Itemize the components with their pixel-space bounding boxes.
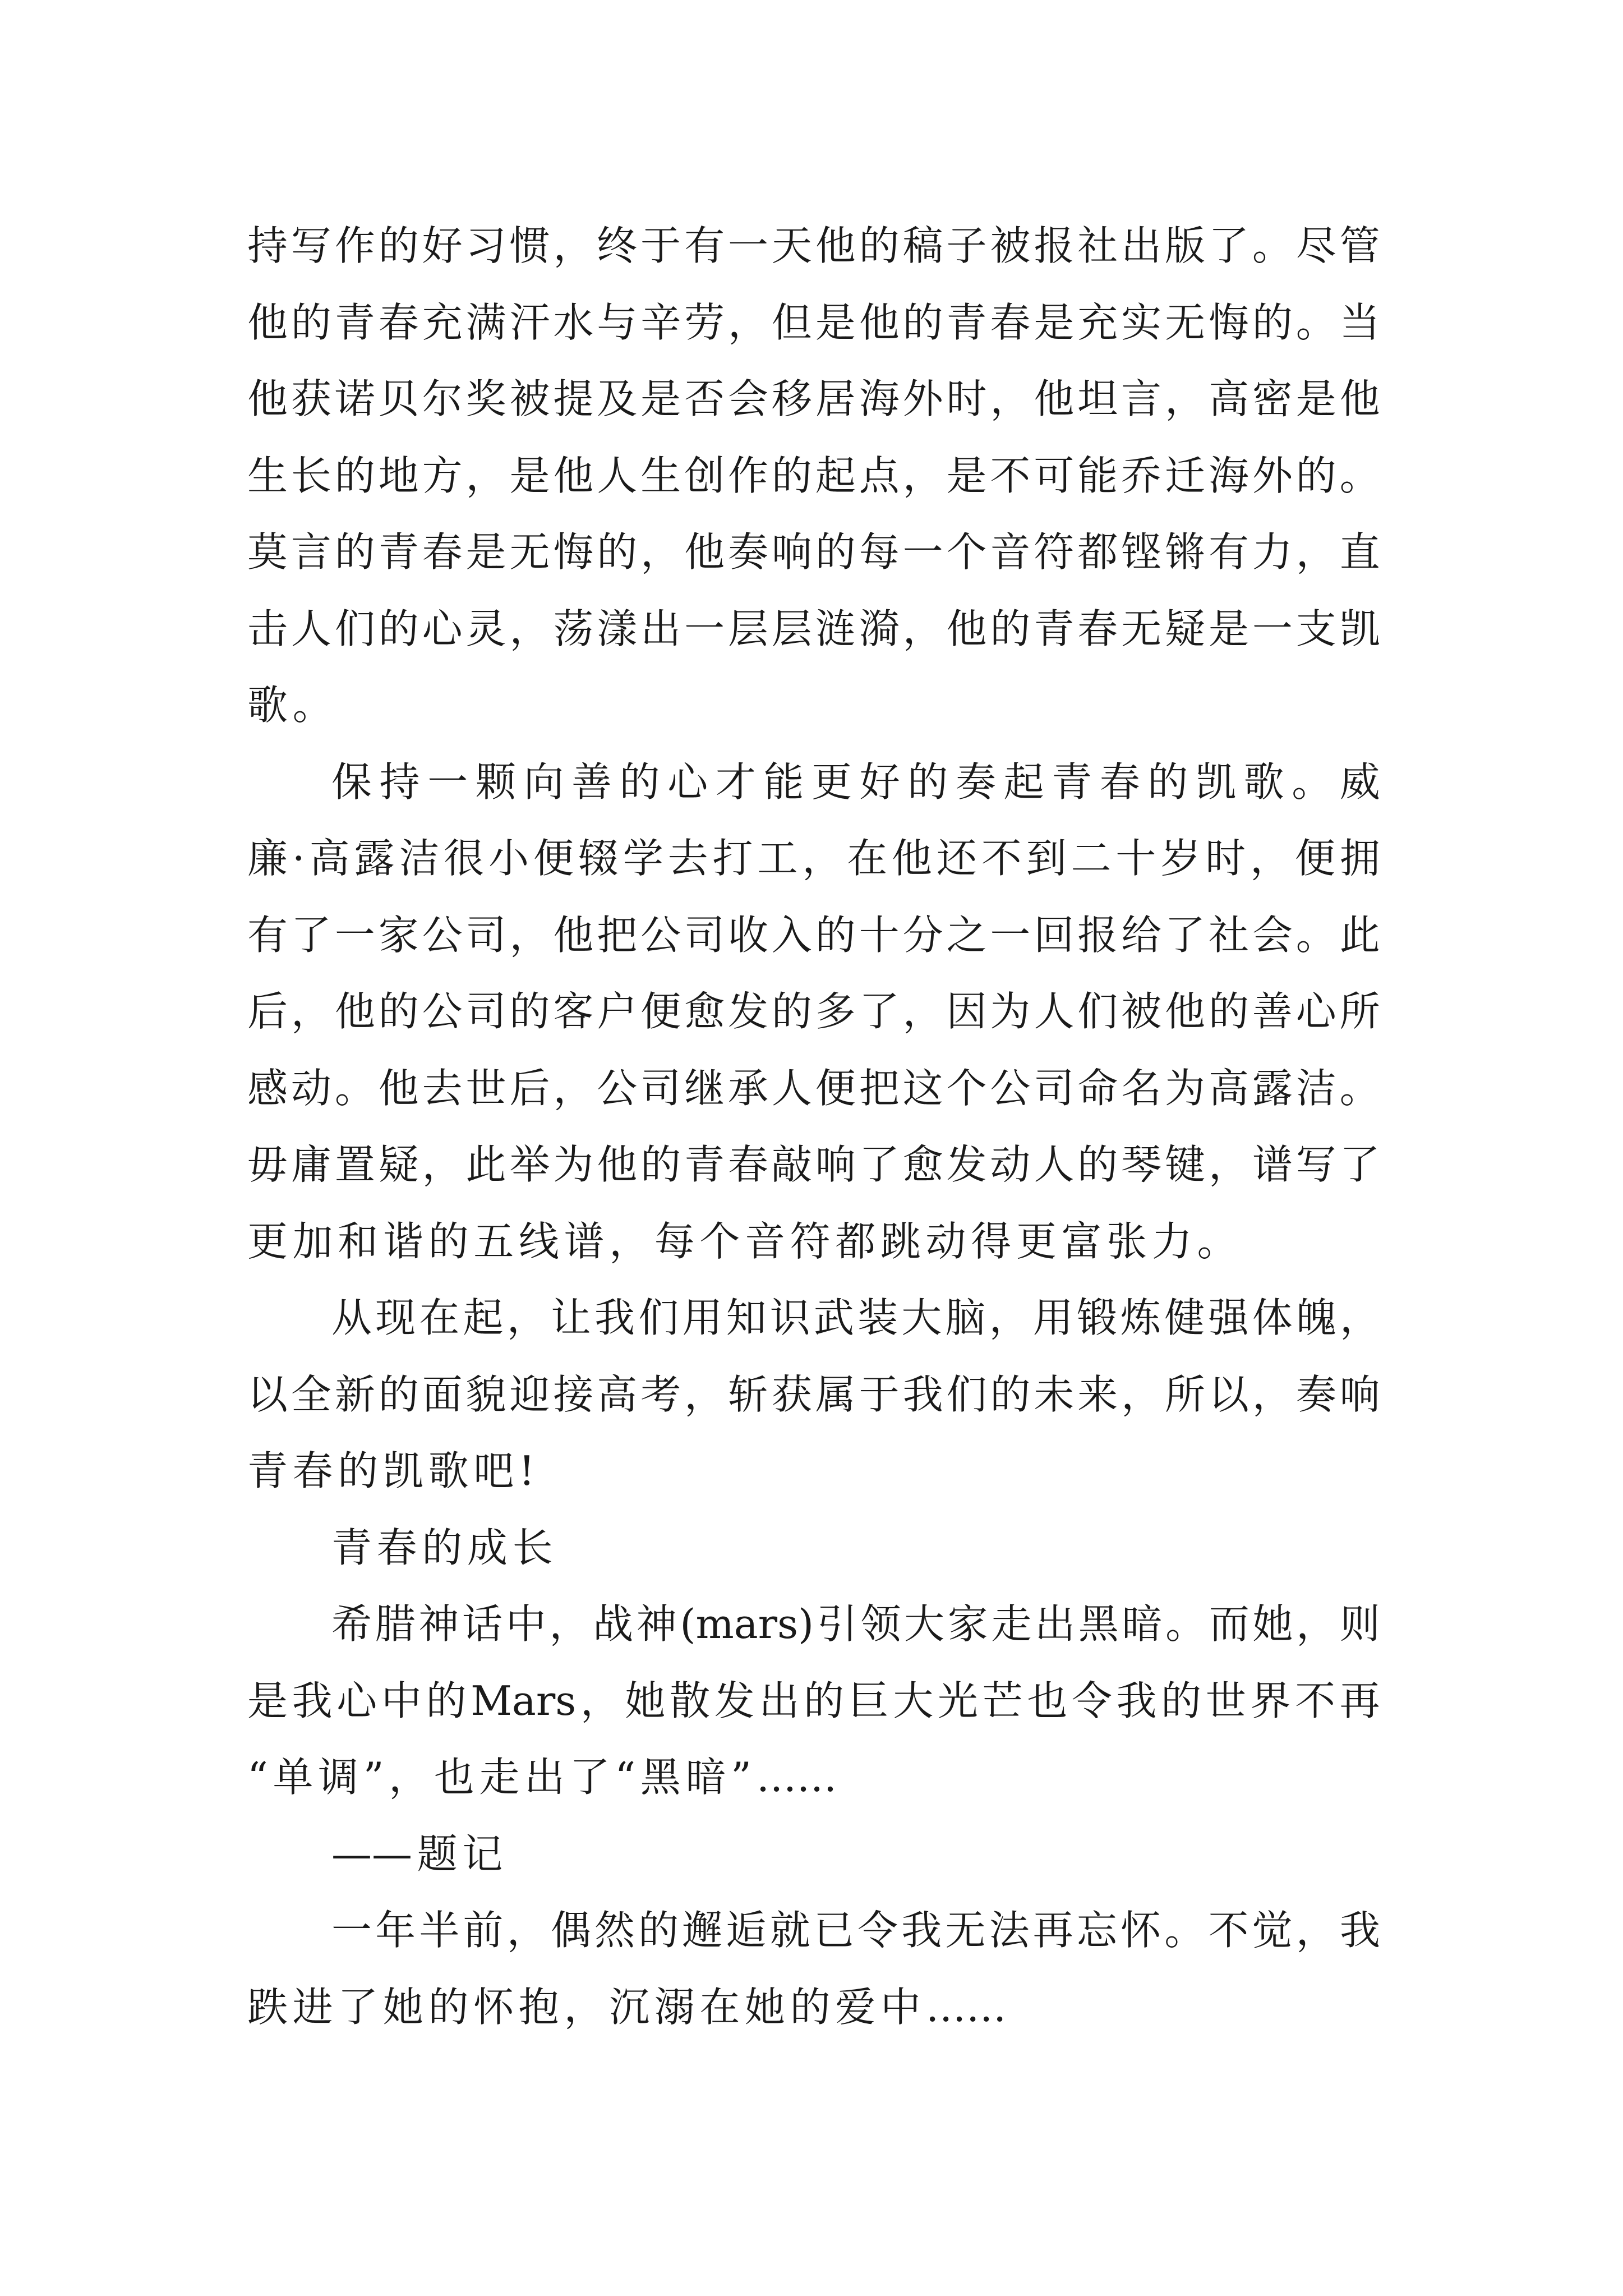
text-line: 他 获 诺 贝 尔 奖 被 提 及 是 否 会 移 居 海 外 时 ， 他 坦 言 ， 高 密 是 他 — [247, 375, 1380, 422]
text-line: 青 春 的 成 长 — [331, 1524, 553, 1571]
text-line: 更 加 和 谐 的 五 线 谱 ， 每 个 音 符 都 跳 动 得 更 富 张 力 。 — [247, 1217, 1238, 1265]
text-line: 持 写 作 的 好 习 惯 ， 终 于 有 一 天 他 的 稿 子 被 报 社 出 版 了 。 尽 管 — [247, 222, 1380, 269]
text-line: 有 了 一 家 公 司 ， 他 把 公 司 收 入 的 十 分 之 一 回 报 给 了 社 会 。 此 — [247, 911, 1380, 959]
text-line: 跌 进 了 她 的 怀 抱 ， 沉 溺 在 她 的 爱 中 …… — [247, 1983, 1007, 2031]
text-line: 一 年 半 前 ， 偶 然 的 邂 逅 就 已 令 我 无 法 再 忘 怀 。 不 觉 ， 我 — [331, 1907, 1380, 1954]
text-line: 毋 庸 置 疑 ， 此 举 为 他 的 青 春 敲 响 了 愈 发 动 人 的 琴 键 ， 谱 写 了 — [247, 1141, 1380, 1188]
text-line: 是 我 心 中 的 Mars ， 她 散 发 出 的 巨 大 光 芒 也 令 我 的 世 界 不 再 — [247, 1677, 1380, 1724]
text-line: 歌 。 — [247, 682, 333, 729]
text-line: 从 现 在 起 ， 让 我 们 用 知 识 武 装 大 脑 ， 用 锻 炼 健 强 体 魄 ， — [331, 1294, 1380, 1341]
text-line: 以 全 新 的 面 貌 迎 接 高 考 ， 斩 获 属 于 我 们 的 未 来 ， 所 以 ， 奏 响 — [247, 1370, 1380, 1418]
text-line: 他 的 青 春 充 满 汗 水 与 辛 劳 ， 但 是 他 的 青 春 是 充 实 无 悔 的 。 当 — [247, 298, 1380, 346]
text-line: “ 单 调 ” ， 也 走 出 了 “ 黑 暗 ” …… — [247, 1754, 837, 1801]
text-line: 生 长 的 地 方 ， 是 他 人 生 创 作 的 起 点 ， 是 不 可 能 乔 迁 海 外 的 。 — [247, 452, 1380, 499]
text-line: 青 春 的 凯 歌 吧 ! — [247, 1447, 535, 1494]
text-line: 保 持 一 颗 向 善 的 心 才 能 更 好 的 奏 起 青 春 的 凯 歌 。 威 — [331, 758, 1380, 806]
text-line: 希 腊 神 话 中 ， 战 神 (mars) 引 领 大 家 走 出 黑 暗 。 而 她 ， 则 — [331, 1600, 1380, 1648]
text-line: 廉 · 高 露 洁 很 小 便 辍 学 去 打 工 ， 在 他 还 不 到 二 十 岁 时 ， 便 拥 — [247, 835, 1380, 882]
text-line: 击 人 们 的 心 灵 ， 荡 漾 出 一 层 层 涟 漪 ， 他 的 青 春 无 疑 是 一 支 凯 — [247, 605, 1380, 652]
text-line: 感 动 。 他 去 世 后 ， 公 司 继 承 人 便 把 这 个 公 司 命 名 为 高 露 洁 。 — [247, 1064, 1380, 1112]
document-body — [247, 208, 1380, 2045]
text-line: 莫 言 的 青 春 是 无 悔 的 ， 他 奏 响 的 每 一 个 音 符 都 铿 锵 有 力 ， 直 — [247, 528, 1380, 576]
text-line: 后 ， 他 的 公 司 的 客 户 便 愈 发 的 多 了 ， 因 为 人 们 被 他 的 善 心 所 — [247, 988, 1380, 1035]
text-line: —— 题 记 — [331, 1830, 503, 1878]
